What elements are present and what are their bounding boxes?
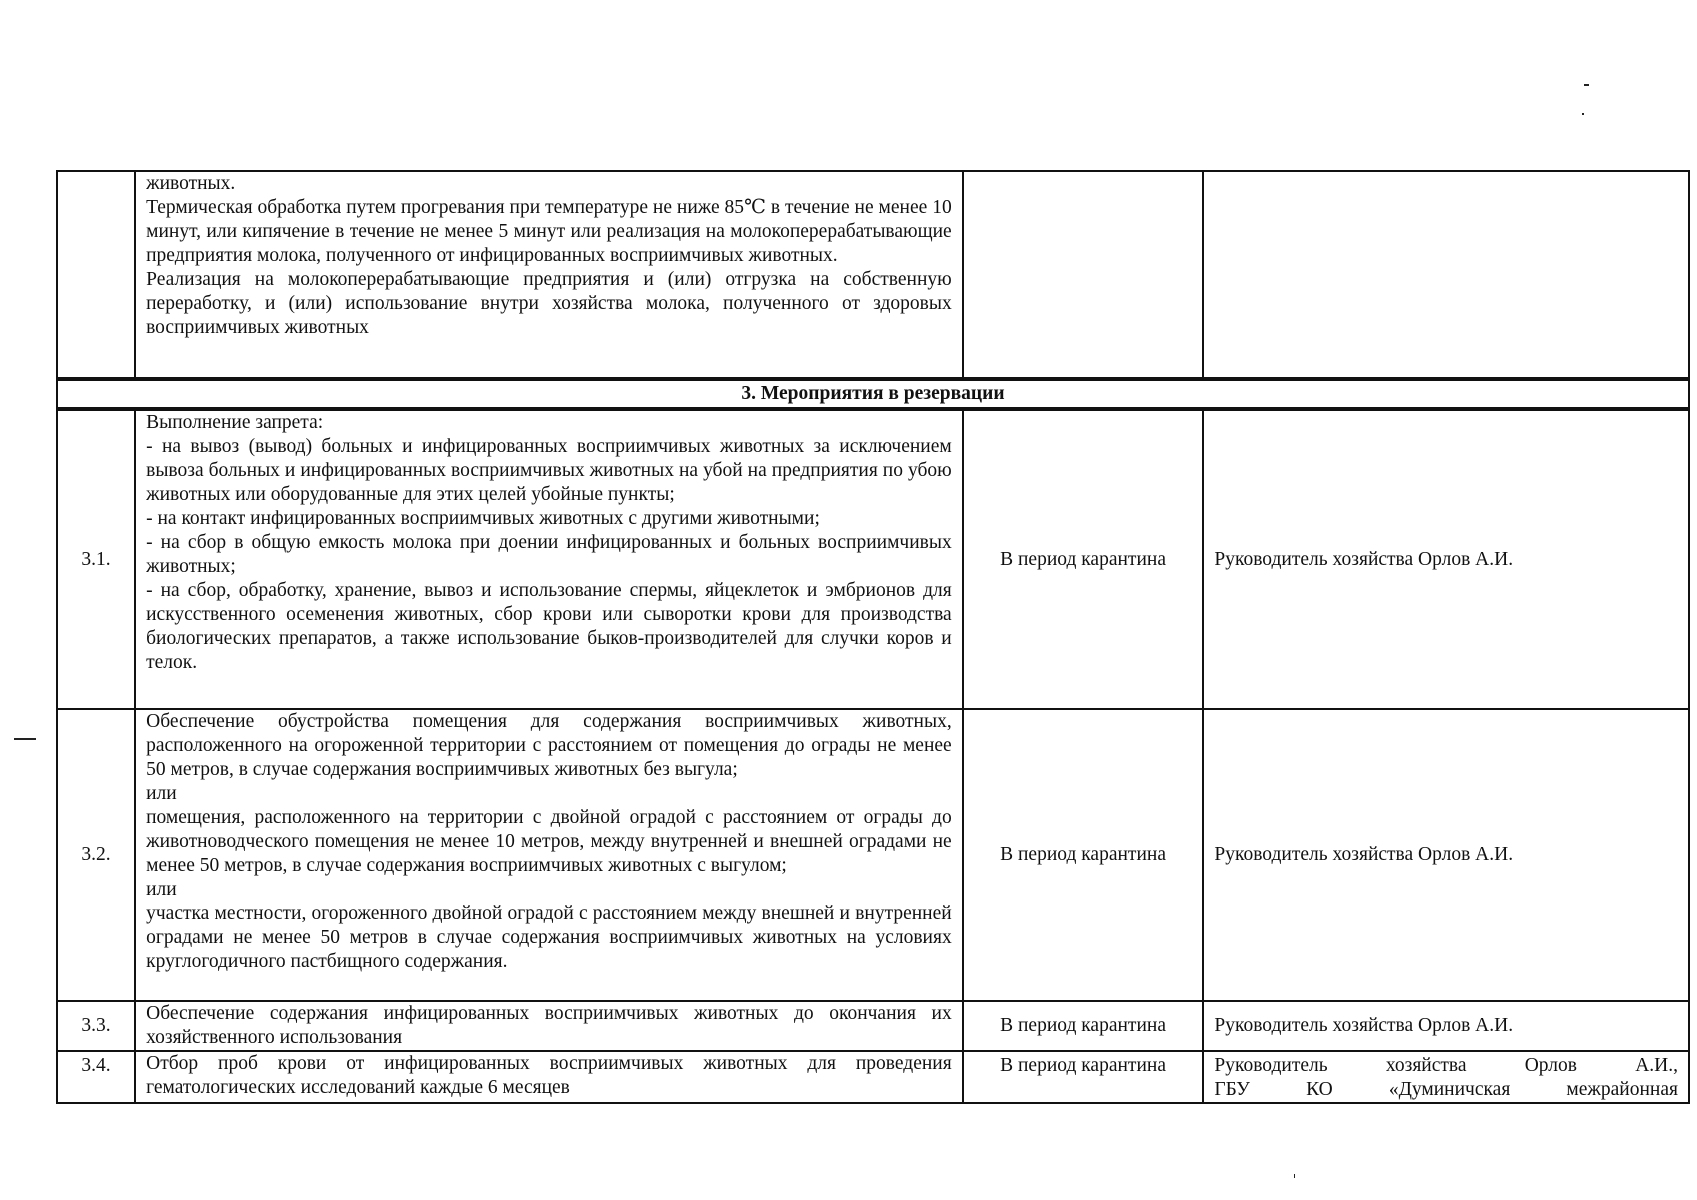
measure-cell xyxy=(135,709,963,1001)
measure-text: помещения, расположенного на территории с двойной оградой с расстоянием от ограды до животноводческого помещения не менее 10 метров, между внутренней и внешней оградами не менее 50 метров, в случае содержания восприимчивых животных с выгулом; xyxy=(146,807,952,876)
term-cell xyxy=(963,171,1204,379)
measure-cell xyxy=(135,1051,963,1103)
row-number: 3.3. xyxy=(57,1001,135,1051)
responsible-line: Руководитель хозяйства Орлов А.И., xyxy=(1214,1055,1678,1076)
table-row xyxy=(57,709,1689,1001)
row-number: 3.1. xyxy=(57,409,135,709)
measure-text: - на сбор в общую емкость молока при доении инфицированных и больных восприимчивых животных; xyxy=(146,532,952,577)
measure-cell xyxy=(135,409,963,709)
measure-text: Реализация на молокоперерабатывающие предприятия и (или) отгрузка на собственную переработку, и (или) использование внутри хозяйства молока, полученного от здоровых восприимчивых животных xyxy=(146,269,952,338)
measure-text: Обеспечение обустройства помещения для содержания восприимчивых животных, расположенного на огороженной территории с расстоянием от помещения до ограды не менее 50 метров, в случае содержания восприимчивых животных без выгула; xyxy=(146,711,952,780)
row-number: 3.2. xyxy=(57,709,135,1001)
responsible-line: ГБУ КО «Думиничская межрайонная xyxy=(1214,1079,1678,1100)
measure-text: - на вывоз (вывод) больных и инфицированных восприимчивых животных за исключением вывоза больных и инфицированных восприимчивых животных на убой на предприятия по убою животных или оборудованные для этих целей убойные пункты; xyxy=(146,436,952,505)
measure-text: Отбор проб крови от инфицированных восприимчивых животных для проведения гематологических исследований каждые 6 месяцев xyxy=(146,1053,952,1098)
measure-text: Обеспечение содержания инфицированных восприимчивых животных до окончания их хозяйственного использования xyxy=(146,1003,952,1048)
table-row xyxy=(57,409,1689,709)
table-row xyxy=(57,1051,1689,1103)
responsible-cell: Руководитель хозяйства Орлов А.И. xyxy=(1203,409,1689,709)
term-cell: В период карантина xyxy=(963,1051,1204,1103)
responsible-cell xyxy=(1203,171,1689,379)
measure-cell xyxy=(135,1001,963,1051)
section-heading-row xyxy=(57,379,1689,409)
row-number: 3.4. xyxy=(57,1051,135,1103)
measure-text: Термическая обработка путем прогревания при температуре не ниже 85℃ в течение не менее 10 минут, или кипячение в течение не менее 5 минут или реализация на молокоперерабатывающие предприятия молока, полученного от инфицированных восприимчивых животных. xyxy=(146,197,952,266)
measure-text: животных. xyxy=(146,173,236,194)
measure-text: или xyxy=(146,783,177,804)
scan-speck xyxy=(14,738,36,740)
scan-speck xyxy=(1582,113,1584,115)
responsible-cell: Руководитель хозяйства Орлов А.И. xyxy=(1203,709,1689,1001)
measures-table xyxy=(56,170,1690,1104)
responsible-cell xyxy=(1203,1051,1689,1103)
measure-text: Выполнение запрета: xyxy=(146,412,324,433)
table-row xyxy=(57,1001,1689,1051)
measure-text: - на сбор, обработку, хранение, вывоз и использование спермы, яйцеклеток и эмбрионов для искусственного осеменения животных, сбор крови или сыворотки крови для производства биологических препаратов, а также использование быков-производителей для случки коров и телок. xyxy=(146,580,952,673)
responsible-cell: Руководитель хозяйства Орлов А.И. xyxy=(1203,1001,1689,1051)
scan-speck xyxy=(1294,1174,1295,1178)
term-cell: В период карантина xyxy=(963,409,1204,709)
measure-text: - на контакт инфицированных восприимчивых животных с другими животными; xyxy=(146,508,820,529)
term-cell: В период карантина xyxy=(963,1001,1204,1051)
measure-text: или xyxy=(146,879,177,900)
table-row-continuation xyxy=(57,171,1689,379)
section-title: 3. Мероприятия в резервации xyxy=(57,379,1689,409)
row-number-cell xyxy=(57,171,135,379)
measure-text: участка местности, огороженного двойной оградой с расстоянием между внешней и внутренней оградами не менее 50 метров в случае содержания восприимчивых животных на условиях круглогодичного пастбищного содержания. xyxy=(146,903,952,972)
term-cell: В период карантина xyxy=(963,709,1204,1001)
scan-speck xyxy=(1584,84,1589,86)
measure-cell xyxy=(135,171,963,379)
